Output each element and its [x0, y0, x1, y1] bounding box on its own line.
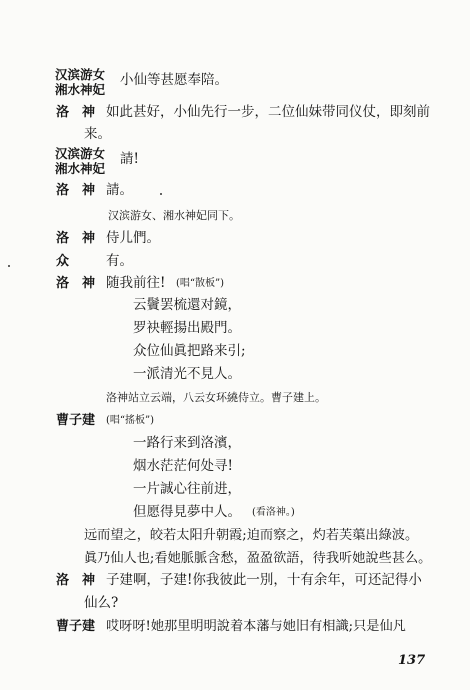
speaker-name: 洛 神	[56, 183, 96, 198]
verse-line: 云鬢罢梳還对鏡，	[133, 297, 241, 313]
singing-cue: (唱“搖板”)	[106, 415, 155, 426]
dialogue-line: 有。	[106, 253, 133, 269]
speaker-name: 湘水神妃	[55, 161, 106, 176]
verse-line: 一路行来到洛濱，	[133, 435, 241, 451]
speaker-name: 曹子建	[56, 413, 96, 428]
speaker-name: 洛 神	[56, 573, 96, 588]
dialogue-line: 随我前往!	[106, 275, 166, 291]
verse-line: 罗袂輕揚出殿門。	[133, 320, 241, 336]
verse-line: 烟水茫茫何处寻!	[133, 458, 233, 474]
verse-line: 但愿得見夢中人。	[133, 504, 241, 520]
singing-cue: (唱“散板”)	[176, 278, 225, 289]
verse-line: 一派清光不見人。	[133, 366, 241, 382]
speaker-name: 汉滨游女	[55, 146, 106, 161]
page-number: 137	[398, 653, 426, 668]
speaker-name: 洛 神	[56, 231, 96, 246]
speaker-name: 洛 神	[56, 105, 96, 120]
speaker-name: 众	[56, 254, 70, 269]
dialogue-line: 請!	[120, 151, 139, 167]
dialogue-line: 侍儿們。	[106, 230, 160, 246]
dialogue-line: 如此甚好，小仙先行一步，二位仙妹带同仪仗，即刻前	[106, 104, 430, 120]
dialogue-line: 請。	[106, 182, 133, 198]
verse-line: 众位仙眞把路来引;	[133, 343, 246, 359]
verse-line: 一片誠心往前进，	[133, 481, 241, 497]
dialogue-line: 子建啊，子建!你我彼此一別，十有余年，可还記得小	[106, 572, 422, 588]
stage-direction: 汉滨游女、湘水神妃同下。	[108, 209, 240, 222]
dialogue-line: 小仙等甚愿奉陪。	[120, 72, 228, 88]
prose-line: 远而望之，皎若太阳升朝霞;迫而察之，灼若芙蕖出綠波。	[84, 528, 419, 543]
prose-line: 眞乃仙人也;看她脈脈含愁，盈盈欲語，待我听她說些甚么。	[84, 551, 432, 566]
dialogue-line: 仙么?	[84, 595, 119, 611]
stage-direction: (看洛神。)	[252, 507, 295, 518]
speaker-name: 曹子建	[56, 619, 96, 634]
print-speck	[160, 193, 162, 195]
dialogue-line: 哎呀呀!她那里明明說着本藩与她旧有相識;只是仙凡	[106, 619, 406, 634]
speaker-name: 洛 神	[56, 276, 96, 291]
speaker-name: 汉滨游女	[55, 67, 106, 82]
stage-direction: 洛神站立云端，八云女环繞侍立。曹子建上。	[106, 391, 326, 404]
dialogue-line: 来。	[84, 126, 111, 142]
print-speck	[8, 265, 10, 267]
speaker-name: 湘水神妃	[55, 82, 106, 97]
